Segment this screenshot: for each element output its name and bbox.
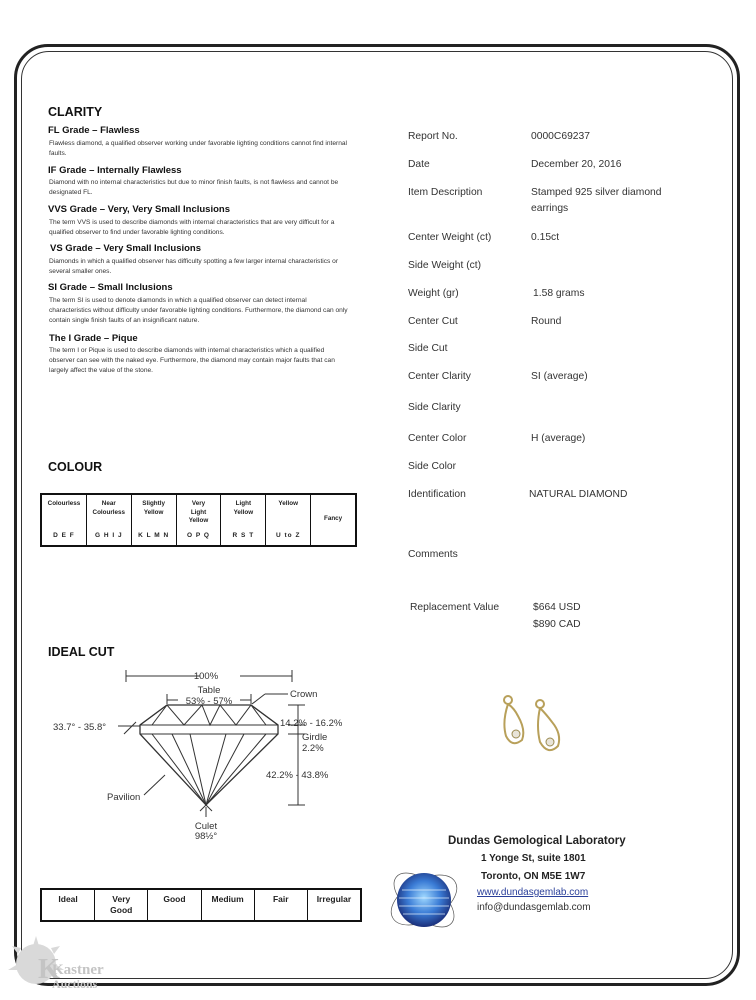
width-label: 100% (193, 671, 219, 682)
colour-cell-name: Near Colourless (92, 500, 126, 516)
replacement-value-cad: $890 CAD (533, 619, 581, 630)
cut-grade-table (40, 888, 362, 922)
cut-grade-label: Good (163, 894, 186, 904)
cut-grade-cell (42, 890, 95, 920)
report-label: Side Weight (ct) (408, 260, 482, 271)
grade-fl-desc: Flawless diamond, a qualified observer working under favorable lighting conditions cannot find internal faults. (49, 140, 347, 157)
report-value: $664 USD (533, 602, 581, 613)
colour-cell (132, 495, 177, 545)
report-value: 0.15ct (531, 232, 560, 243)
colour-scale-table (40, 493, 357, 547)
ideal-cut-heading: IDEAL CUT (48, 645, 115, 659)
report-value: Stamped 925 silver diamond earrings (531, 187, 662, 214)
report-value: NATURAL DIAMOND (529, 489, 628, 500)
lab-name: Dundas Gemological Laboratory (448, 835, 626, 847)
report-label: Center Cut (408, 316, 458, 327)
grade-vvs-title: VVS Grade – Very, Very Small Inclusions (48, 204, 230, 215)
cut-grade-cell (255, 890, 308, 920)
lab-email: info@dundasgemlab.com (477, 902, 591, 913)
lab-address2: Toronto, ON M5E 1W7 (481, 871, 586, 882)
grade-if-title: IF Grade – Internally Flawless (48, 165, 182, 176)
grade-if-desc: Diamond with no internal characteristics but due to minor finish faults, is not flawless and cannot be designated FL. (49, 179, 339, 196)
colour-cell-name: Light Yellow (233, 500, 254, 516)
cut-grade-cell (308, 890, 360, 920)
crown-height-label: 14.2% - 16.2% (280, 718, 343, 729)
report-label: Side Clarity (408, 402, 461, 413)
report-value: December 20, 2016 (531, 159, 622, 170)
grade-vs-title: VS Grade – Very Small Inclusions (50, 243, 202, 254)
colour-cell-range: K L M N (138, 532, 170, 539)
report-label: Replacement Value (410, 602, 500, 613)
report-label: Center Weight (ct) (408, 232, 492, 243)
report-value: 1.58 grams (533, 288, 585, 299)
cut-grade-cell (148, 890, 201, 920)
report-label: Side Color (408, 461, 457, 472)
crown-label: Crown (290, 689, 318, 700)
kastner-auctions-watermark-icon (8, 932, 118, 994)
report-label: Center Color (408, 433, 467, 444)
colour-cell (266, 495, 311, 545)
report-label: Item Description (408, 187, 483, 198)
cut-grade-cell (202, 890, 255, 920)
report-label: Center Clarity (408, 371, 471, 382)
diamond-diagram (40, 660, 360, 850)
colour-cell-name: Very Light Yellow (188, 500, 209, 524)
pavilion-depth-label: 42.2% - 43.8% (266, 770, 329, 781)
colour-cell-range: O P Q (187, 532, 210, 539)
report-label: Report No. (408, 131, 458, 142)
report-label: Identification (408, 489, 466, 500)
table-range-label: 53% - 57% (185, 696, 233, 707)
colour-cell-name: Slightly Yellow (142, 500, 166, 516)
colour-cell (311, 495, 355, 545)
cut-grade-label: Medium (211, 894, 244, 904)
colour-cell-range: G H I J (94, 532, 123, 539)
report-label: Weight (gr) (408, 288, 459, 299)
grade-vs-desc: Diamonds in which a qualified observer has difficulty spotting a few larger internal characteristics or several smaller ones. (49, 258, 339, 275)
grade-i-desc: The term I or Pique is used to describe diamonds with internal characteristics which a qualified observer can see with the naked eye. Furthermore, the diamond may contain major faults that can largely affect the value of the stone. (49, 347, 335, 374)
colour-cell (221, 495, 266, 545)
lab-address1: 1 Yonge St, suite 1801 (481, 853, 586, 864)
colour-cell (42, 495, 87, 545)
report-value: H (average) (531, 433, 586, 444)
colour-cell-name: Yellow (278, 500, 299, 507)
colour-cell-name: Fancy (323, 515, 343, 523)
girdle-label: Girdle (302, 732, 328, 743)
report-value: Round (531, 316, 562, 327)
grade-fl-title: FL Grade – Flawless (48, 125, 140, 136)
cut-grade-label: Irregular (316, 894, 352, 904)
watermark-text-2: Auctions (52, 977, 98, 991)
grade-i-title: The I Grade – Pique (49, 333, 138, 344)
cut-grade-label: Ideal (58, 894, 78, 904)
cut-grade-cell (95, 890, 148, 920)
watermark-text-1: Kastner (52, 962, 104, 978)
report-value: SI (average) (531, 371, 588, 382)
colour-cell-range: U to Z (276, 532, 301, 539)
crown-angle-label: 33.7° - 35.8° (53, 722, 107, 733)
colour-cell-range: R S T (232, 532, 255, 539)
report-label: Comments (408, 549, 458, 560)
grade-si-title: SI Grade – Small Inclusions (48, 282, 173, 293)
colour-cell-name: Colourless (47, 500, 81, 507)
earrings-photo (492, 692, 570, 770)
pavilion-label: Pavilion (107, 792, 141, 803)
svg-text:K: K (38, 954, 60, 985)
colour-cell (177, 495, 222, 545)
cut-grade-label: Very Good (110, 894, 133, 915)
colour-cell-range: D E F (53, 532, 75, 539)
report-value: 0000C69237 (531, 131, 590, 142)
colour-heading: COLOUR (48, 460, 103, 474)
grade-si-desc: The term SI is used to denote diamonds in which a qualified observer can detect internal characteristics without difficulty under favorable lighting conditions. Furthermore, the diamond can only contain single finish faults of an insignificant nature. (49, 297, 348, 324)
lab-website-link[interactable]: www.dundasgemlab.com (477, 887, 589, 898)
girdle-value-label: 2.2% (302, 743, 324, 754)
report-label: Date (408, 159, 430, 170)
table-label: Table (197, 685, 221, 696)
clarity-heading: CLARITY (48, 105, 103, 119)
grade-vvs-desc: The term VVS is used to describe diamonds with internal characteristics that are very difficult for a qualified observer to find under favorable lighting conditions. (49, 219, 335, 236)
report-label: Side Cut (408, 343, 448, 354)
colour-cell (87, 495, 132, 545)
hologram-seal-icon (384, 860, 464, 940)
culet-value-label: 98½° (194, 831, 218, 842)
culet-label: Culet (194, 821, 218, 832)
cut-grade-label: Fair (272, 894, 289, 904)
